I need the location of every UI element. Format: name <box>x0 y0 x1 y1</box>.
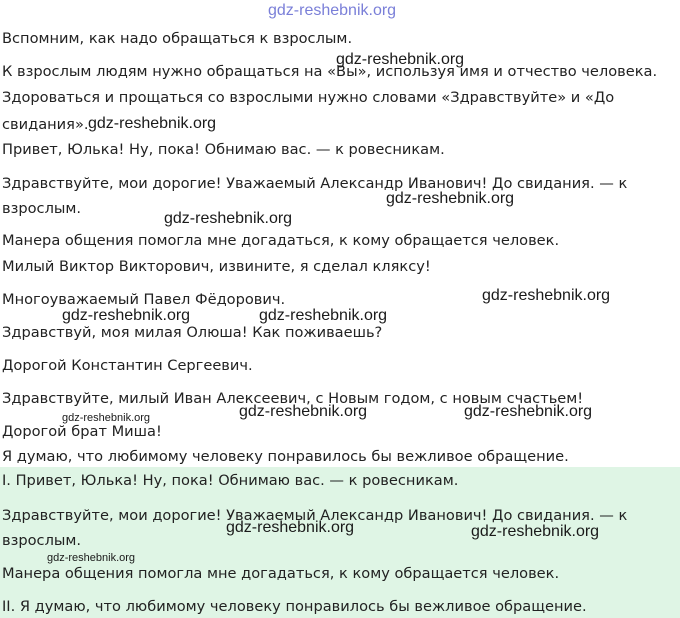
site-watermark-header: gdz-reshebnik.org <box>268 2 397 19</box>
text-line: II. Я думаю, что любимому человеку понравилось бы вежливое обращение. <box>2 598 587 615</box>
text-line: Милый Виктор Викторович, извините, я сделал кляксу! <box>2 258 431 275</box>
watermark: gdz-reshebnik.org <box>226 519 355 536</box>
text-line: Здороваться и прощаться со взрослыми нужно словами «Здравствуйте» и «До <box>2 89 615 106</box>
text-line: Здравствуйте, мои дорогие! Уважаемый Александр Иванович! До свидания. — к <box>2 175 628 192</box>
text-line: I. Привет, Юлька! Ну, пока! Обнимаю вас. — к ровесникам. <box>2 472 459 489</box>
text-line: К взрослым людям нужно обращаться на «Вы», используя имя и отчество человека. <box>2 63 658 80</box>
text-line: Вспомним, как надо обращаться к взрослым. <box>2 30 353 47</box>
text-line: Дорогой брат Миша! <box>2 423 162 440</box>
watermark: gdz-reshebnik.org <box>88 115 217 132</box>
watermark: gdz-reshebnik.org <box>62 307 191 324</box>
watermark: gdz-reshebnik.org <box>482 287 611 304</box>
watermark: gdz-reshebnik.org <box>164 210 293 227</box>
watermark: gdz-reshebnik.org <box>47 552 136 564</box>
watermark: gdz-reshebnik.org <box>259 307 388 324</box>
watermark: gdz-reshebnik.org <box>464 403 593 420</box>
text-line: Дорогой Константин Сергеевич. <box>2 357 253 374</box>
text-line: Манера общения помогла мне догадаться, к кому обращается человек. <box>2 232 560 249</box>
watermark: gdz-reshebnik.org <box>471 523 600 540</box>
text-line: Здравствуйте, милый Иван Алексеевич, с Новым годом, с новым счастьем! <box>2 390 584 407</box>
watermark: gdz-reshebnik.org <box>62 412 151 424</box>
text-line: свидания». <box>2 116 89 133</box>
text-line: взрослым. <box>2 200 82 217</box>
text-line: Здравствуйте, мои дорогие! Уважаемый Александр Иванович! До свидания. — к <box>2 507 628 524</box>
text-line: Я думаю, что любимому человеку понравилось бы вежливое обращение. <box>2 448 569 465</box>
text-line: Привет, Юлька! Ну, пока! Обнимаю вас. — к ровесникам. <box>2 141 445 158</box>
watermark: gdz-reshebnik.org <box>239 403 368 420</box>
text-line: Здравствуй, моя милая Олюша! Как поживаешь? <box>2 324 383 341</box>
text-line: взрослым. <box>2 532 82 549</box>
text-line: Манера общения помогла мне догадаться, к кому обращается человек. <box>2 565 560 582</box>
text-line: Многоуважаемый Павел Фёдорович. <box>2 291 286 308</box>
watermark: gdz-reshebnik.org <box>336 51 465 68</box>
watermark: gdz-reshebnik.org <box>386 190 515 207</box>
